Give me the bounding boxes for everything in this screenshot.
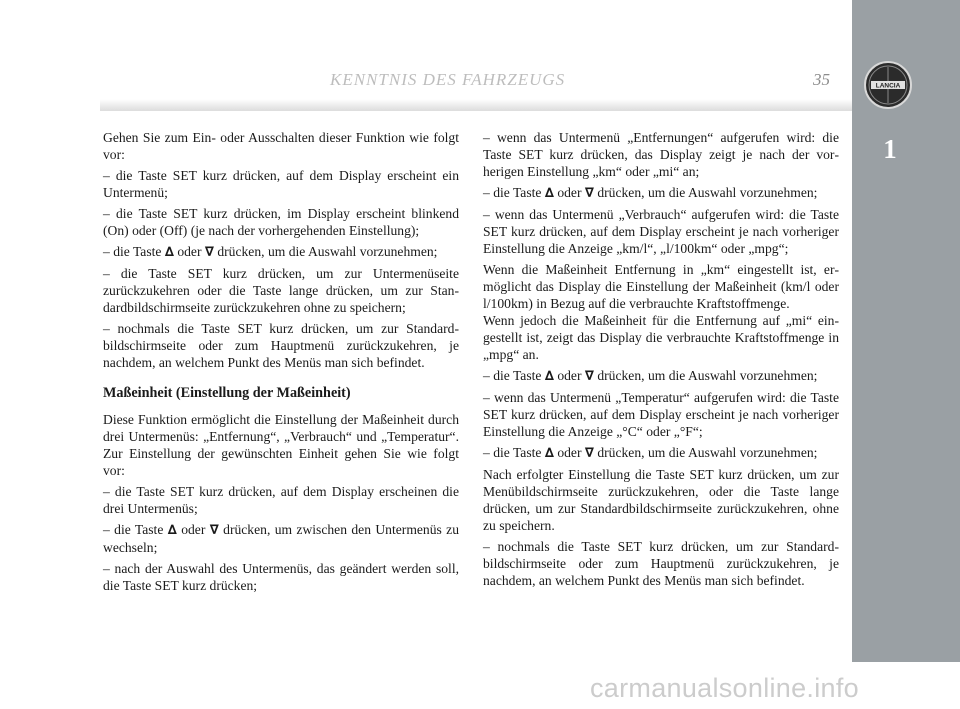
arrow-down-icon: ∇ (209, 523, 219, 538)
paragraph: – wenn das Untermenü „Temperatur“ aufgerufen wird: die Taste SET kurz drücken, auf dem Display erscheint je nach vorheriger Einstellung die Anzeige „°C“ oder „°F“; (483, 390, 839, 439)
paragraph: Diese Funktion ermöglicht die Einstellung der Maßeinheit durch drei Untermenüs: „Entfernung“, „Verbrauch“ und „Temperatur“. Zur Einstellung der gewünschten Einheit gehen Sie wie folgt vor: (103, 412, 459, 478)
paragraph: – wenn das Untermenü „Verbrauch“ aufgerufen wird: die Taste SET kurz drücken, auf dem Display erscheint je nach vorheriger Einstellung die Anzeige „km/l“, „l/100km“ oder „mpg“; (483, 207, 839, 256)
left-column (103, 129, 459, 598)
header-rule (100, 99, 852, 111)
arrow-up-icon: ∆ (544, 369, 554, 384)
paragraph: – die Taste SET kurz drücken, auf dem Display erscheinen die drei Untermenüs; (103, 484, 459, 516)
arrow-up-icon: ∆ (164, 245, 174, 260)
paragraph: Wenn jedoch die Maßeinheit für die Entfernung auf „mi“ eingestellt ist, zeigt das Display die verbrauchte Kraftstoffmenge in „mpg“ an. (483, 313, 839, 362)
paragraph: – die Taste SET kurz drücken, auf dem Display erscheint ein Untermenü; (103, 168, 459, 200)
paragraph: – nach der Auswahl des Untermenüs, das geändert werden soll, die Taste SET kurz drücken; (103, 561, 459, 593)
arrow-down-icon: ∇ (204, 245, 214, 260)
chapter-number: 1 (883, 134, 897, 164)
paragraph: Wenn die Maßeinheit Entfernung in „km“ eingestellt ist, ermöglicht das Display die Einstellung der Maßeinheit (km/l oder l/100km) in Bezug auf die verbrauchte Kraftstoffmenge. (483, 262, 839, 311)
arrow-up-icon: ∆ (544, 186, 554, 201)
section-title: KENNTNIS DES FAHRZEUGS (330, 70, 566, 89)
page-number: 35 (813, 70, 830, 89)
paragraph: – die Taste ∆ oder ∇ drücken, um zwischen den Untermenüs zu wechseln; (103, 522, 459, 555)
paragraph: – die Taste SET kurz drücken, im Display erscheint blinkend (On) oder (Off) (je nach der vorhergehenden Einstellung); (103, 206, 459, 238)
lancia-logo-icon (863, 60, 913, 110)
paragraph: Gehen Sie zum Ein- oder Ausschalten dieser Funktion wie folgt vor: (103, 130, 459, 162)
paragraph: – die Taste SET kurz drücken, um zur Untermenüseite zurückzukehren oder die Taste lange drücken, um zur Standardbildschirmseite zurückzukehren ohne zu speichern; (103, 266, 459, 315)
logo-text: LANCIA (875, 82, 901, 90)
paragraph: – die Taste ∆ oder ∇ drücken, um die Auswahl vorzunehmen; (483, 368, 818, 384)
paragraph: Nach erfolgter Einstellung die Taste SET kurz drücken, um zur Menübildschirmseite zurückzukehren, oder die Taste lange drücken, um zur Standardbildschirmseite zurückzukehren, ohne zu speichern. (483, 467, 839, 533)
paragraph: – die Taste ∆ oder ∇ drücken, um die Auswahl vorzunehmen; (103, 244, 438, 260)
subheading: Maßeinheit (Einstellung der Maßeinheit) (103, 385, 351, 401)
paragraph: – die Taste ∆ oder ∇ drücken, um die Auswahl vorzunehmen; (483, 185, 818, 201)
paragraph: – wenn das Untermenü „Entfernungen“ aufgerufen wird: die Taste SET kurz drücken, das Display zeigt je nach der vorherigen Einstellung „km“ oder „mi“ an; (483, 130, 839, 179)
arrow-down-icon: ∇ (584, 186, 594, 201)
arrow-up-icon: ∆ (167, 523, 177, 538)
paragraph: – nochmals die Taste SET kurz drücken, um zur Standardbildschirmseite oder zum Hauptmenü zurückzukehren, je nachdem, an welchem Punkt des Menüs man sich befindet. (103, 321, 459, 370)
paragraph: – nochmals die Taste SET kurz drücken, um zur Standardbildschirmseite oder zum Hauptmenü zurückzukehren, je nachdem, an welchem Punkt des Menüs man sich befindet. (483, 539, 839, 588)
watermark: carmanualsonline.info (590, 673, 859, 703)
right-column (483, 129, 839, 593)
paragraph: – die Taste ∆ oder ∇ drücken, um die Auswahl vorzunehmen; (483, 445, 818, 461)
arrow-down-icon: ∇ (584, 446, 594, 461)
arrow-down-icon: ∇ (584, 369, 594, 384)
arrow-up-icon: ∆ (544, 446, 554, 461)
